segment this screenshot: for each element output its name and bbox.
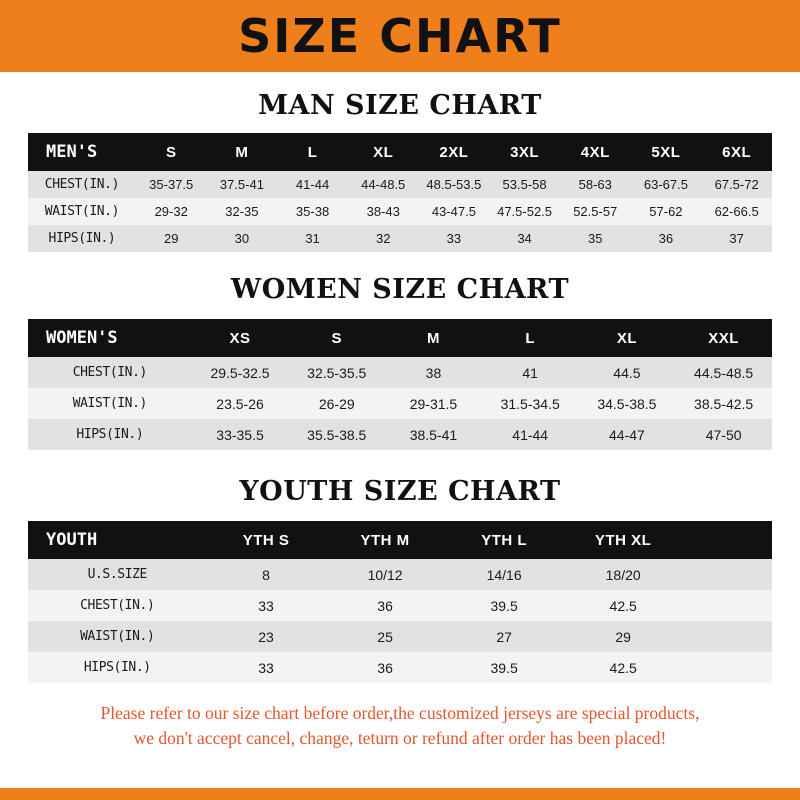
man-row-0-cell-1: 37.5-41 <box>219 177 264 192</box>
man-row-0-cell-0: 35-37.5 <box>149 177 194 192</box>
man-row-1-cell-6: 52.5-57 <box>573 204 618 219</box>
women-header-cell-5: XL <box>616 329 637 347</box>
youth-row-3-cell-3: 42.5 <box>609 659 637 676</box>
youth-row-0-cell-3: 18/20 <box>605 566 641 583</box>
man-row-2-cell-8: 37 <box>729 231 744 246</box>
women-row-2-cell-2: 38.5-41 <box>409 426 458 443</box>
women-table-head <box>28 319 772 357</box>
youth-row-0-label: U.S.SIZE <box>87 567 147 582</box>
youth-row-2-cell-2: 27 <box>496 628 512 645</box>
youth-row-3-cell-0: 33 <box>258 659 274 676</box>
youth-header-cell-0: YOUTH <box>46 530 98 550</box>
youth-row-3-cell-1: 36 <box>377 659 393 676</box>
man-row-2-cell-7: 36 <box>658 231 674 246</box>
table-row <box>28 198 772 225</box>
women-row-0-cell-0: 29.5-32.5 <box>210 364 270 381</box>
man-header-cell-7: 4XL <box>580 143 610 161</box>
man-row-1-label: WAIST(IN.) <box>44 204 120 219</box>
youth-table-head <box>28 521 772 559</box>
man-row-2-label: HIPS(IN.) <box>48 231 116 246</box>
women-row-0-cell-1: 32.5-35.5 <box>307 364 367 381</box>
women-row-0-cell-3: 41 <box>522 364 538 381</box>
youth-row-3-cell-2: 39.5 <box>490 659 518 676</box>
youth-header-cell-4: YTH XL <box>594 531 652 549</box>
youth-row-2-cell-0: 23 <box>258 628 274 645</box>
man-row-0-cell-2: 41-44 <box>295 177 330 192</box>
table-row <box>28 621 772 652</box>
women-header-cell-0: WOMEN'S <box>46 328 118 348</box>
man-row-1-cell-7: 57-62 <box>649 204 683 219</box>
man-header-cell-4: XL <box>373 143 394 161</box>
man-header-row <box>28 133 772 171</box>
man-row-2-cell-1: 30 <box>234 231 250 246</box>
table-row <box>28 388 772 419</box>
youth-header-spacer <box>683 521 772 559</box>
footer-note-line-2: we don't accept cancel, change, teturn or refund after order has been placed! <box>133 728 667 749</box>
table-row <box>28 590 772 621</box>
man-row-0-cell-7: 63-67.5 <box>643 177 688 192</box>
man-row-1-cell-2: 35-38 <box>295 204 330 219</box>
women-row-0-label: CHEST(IN.) <box>72 365 147 380</box>
man-row-2-cell-5: 34 <box>517 231 532 246</box>
youth-row-1-cell-2: 39.5 <box>490 597 518 614</box>
table-row <box>28 652 772 683</box>
youth-table-wrap <box>0 521 800 683</box>
youth-row-2-spacer <box>683 621 772 652</box>
youth-row-1-cell-1: 36 <box>377 597 393 614</box>
youth-row-2-label: WAIST(IN.) <box>80 629 155 644</box>
man-row-0-label: CHEST(IN.) <box>44 177 120 192</box>
youth-header-cell-1: YTH S <box>242 531 290 549</box>
women-row-2-label: HIPS(IN.) <box>76 427 144 442</box>
man-row-2-cell-2: 31 <box>305 231 320 246</box>
man-row-0-cell-4: 48.5-53.5 <box>426 177 482 192</box>
man-header-cell-3: L <box>307 143 318 161</box>
women-header-cell-6: XXL <box>708 329 739 347</box>
women-header-cell-4: L <box>525 329 536 347</box>
man-section-title: MAN SIZE CHART <box>258 90 542 121</box>
man-header-cell-0: MEN'S <box>46 142 98 162</box>
youth-section-title: YOUTH SIZE CHART <box>239 476 561 507</box>
women-row-1-label: WAIST(IN.) <box>72 396 147 411</box>
youth-row-1-label: CHEST(IN.) <box>80 598 155 613</box>
man-row-2-cell-6: 35 <box>588 231 603 246</box>
women-row-1-cell-5: 38.5-42.5 <box>694 395 754 412</box>
man-header-cell-1: S <box>165 143 177 161</box>
youth-row-2-cell-1: 25 <box>377 628 393 645</box>
women-row-2-cell-4: 44-47 <box>609 426 645 443</box>
women-row-1-cell-4: 34.5-38.5 <box>597 395 657 412</box>
bottom-accent-bar <box>0 788 800 800</box>
women-size-table <box>28 319 772 450</box>
women-header-row <box>28 319 772 357</box>
man-row-1-cell-4: 43-47.5 <box>431 204 476 219</box>
women-row-0-cell-5: 44.5-48.5 <box>694 364 754 381</box>
women-row-0-cell-2: 38 <box>425 364 442 381</box>
man-row-0-cell-6: 58-63 <box>578 177 612 192</box>
table-row <box>28 357 772 388</box>
footer-note-line-1: Please refer to our size chart before order,the customized jerseys are special products, <box>100 703 700 723</box>
man-row-1-cell-8: 62-66.5 <box>714 204 759 219</box>
youth-row-3-label: HIPS(IN.) <box>83 660 151 675</box>
women-header-cell-3: M <box>426 329 440 347</box>
women-row-1-cell-0: 23.5-26 <box>216 395 264 412</box>
youth-row-0-cell-2: 14/16 <box>486 566 522 583</box>
women-row-2-cell-5: 47-50 <box>705 426 742 443</box>
table-row <box>28 225 772 252</box>
youth-header-row <box>28 521 772 559</box>
youth-size-table <box>28 521 772 683</box>
women-row-2-cell-3: 41-44 <box>512 426 549 443</box>
youth-row-0-cell-1: 10/12 <box>367 566 403 583</box>
man-row-1-cell-3: 38-43 <box>366 204 400 219</box>
youth-row-1-cell-0: 33 <box>258 597 274 614</box>
man-row-0-cell-8: 67.5-72 <box>714 177 759 192</box>
youth-row-0-spacer <box>683 559 772 590</box>
youth-row-0-cell-0: 8 <box>262 566 270 583</box>
man-header-cell-2: M <box>235 143 249 161</box>
man-row-1-cell-1: 32-35 <box>225 204 259 219</box>
youth-table-body <box>28 559 772 683</box>
youth-row-2-cell-3: 29 <box>615 628 631 645</box>
youth-row-1-cell-3: 42.5 <box>609 597 637 614</box>
women-row-1-cell-3: 31.5-34.5 <box>500 395 560 412</box>
man-row-2-cell-0: 29 <box>163 231 179 246</box>
women-row-2-cell-0: 33-35.5 <box>216 426 264 443</box>
women-row-1-cell-2: 29-31.5 <box>409 395 458 412</box>
man-table-wrap <box>0 133 800 252</box>
man-header-cell-5: 2XL <box>439 143 469 161</box>
youth-row-1-spacer <box>683 590 772 621</box>
man-header-cell-6: 3XL <box>510 143 540 161</box>
women-header-cell-2: S <box>331 329 342 347</box>
footer-note <box>0 701 800 752</box>
youth-header-cell-2: YTH M <box>360 531 410 549</box>
header-banner <box>0 0 800 72</box>
man-header-cell-8: 5XL <box>651 143 681 161</box>
women-header-cell-1: XS <box>229 329 251 347</box>
man-row-1-cell-0: 29-32 <box>154 204 188 219</box>
youth-header-cell-3: YTH L <box>481 531 528 549</box>
man-table-head <box>28 133 772 171</box>
man-table-body <box>28 171 772 252</box>
man-row-2-cell-4: 33 <box>446 231 462 246</box>
man-header-cell-9: 6XL <box>722 143 752 161</box>
man-row-1-cell-5: 47.5-52.5 <box>497 204 553 219</box>
man-size-table <box>28 133 772 252</box>
page-title: SIZE CHART <box>238 9 562 63</box>
women-table-body <box>28 357 772 450</box>
man-row-0-cell-5: 53.5-58 <box>502 177 547 192</box>
women-table-wrap <box>0 319 800 450</box>
table-row <box>28 171 772 198</box>
man-row-0-cell-3: 44-48.5 <box>361 177 406 192</box>
women-row-1-cell-1: 26-29 <box>318 395 355 412</box>
youth-row-3-spacer <box>683 652 772 683</box>
table-row <box>28 559 772 590</box>
women-row-0-cell-4: 44.5 <box>613 364 641 381</box>
table-row <box>28 419 772 450</box>
man-row-2-cell-3: 32 <box>375 231 391 246</box>
women-row-2-cell-1: 35.5-38.5 <box>307 426 367 443</box>
women-section-title: WOMEN SIZE CHART <box>230 274 570 305</box>
